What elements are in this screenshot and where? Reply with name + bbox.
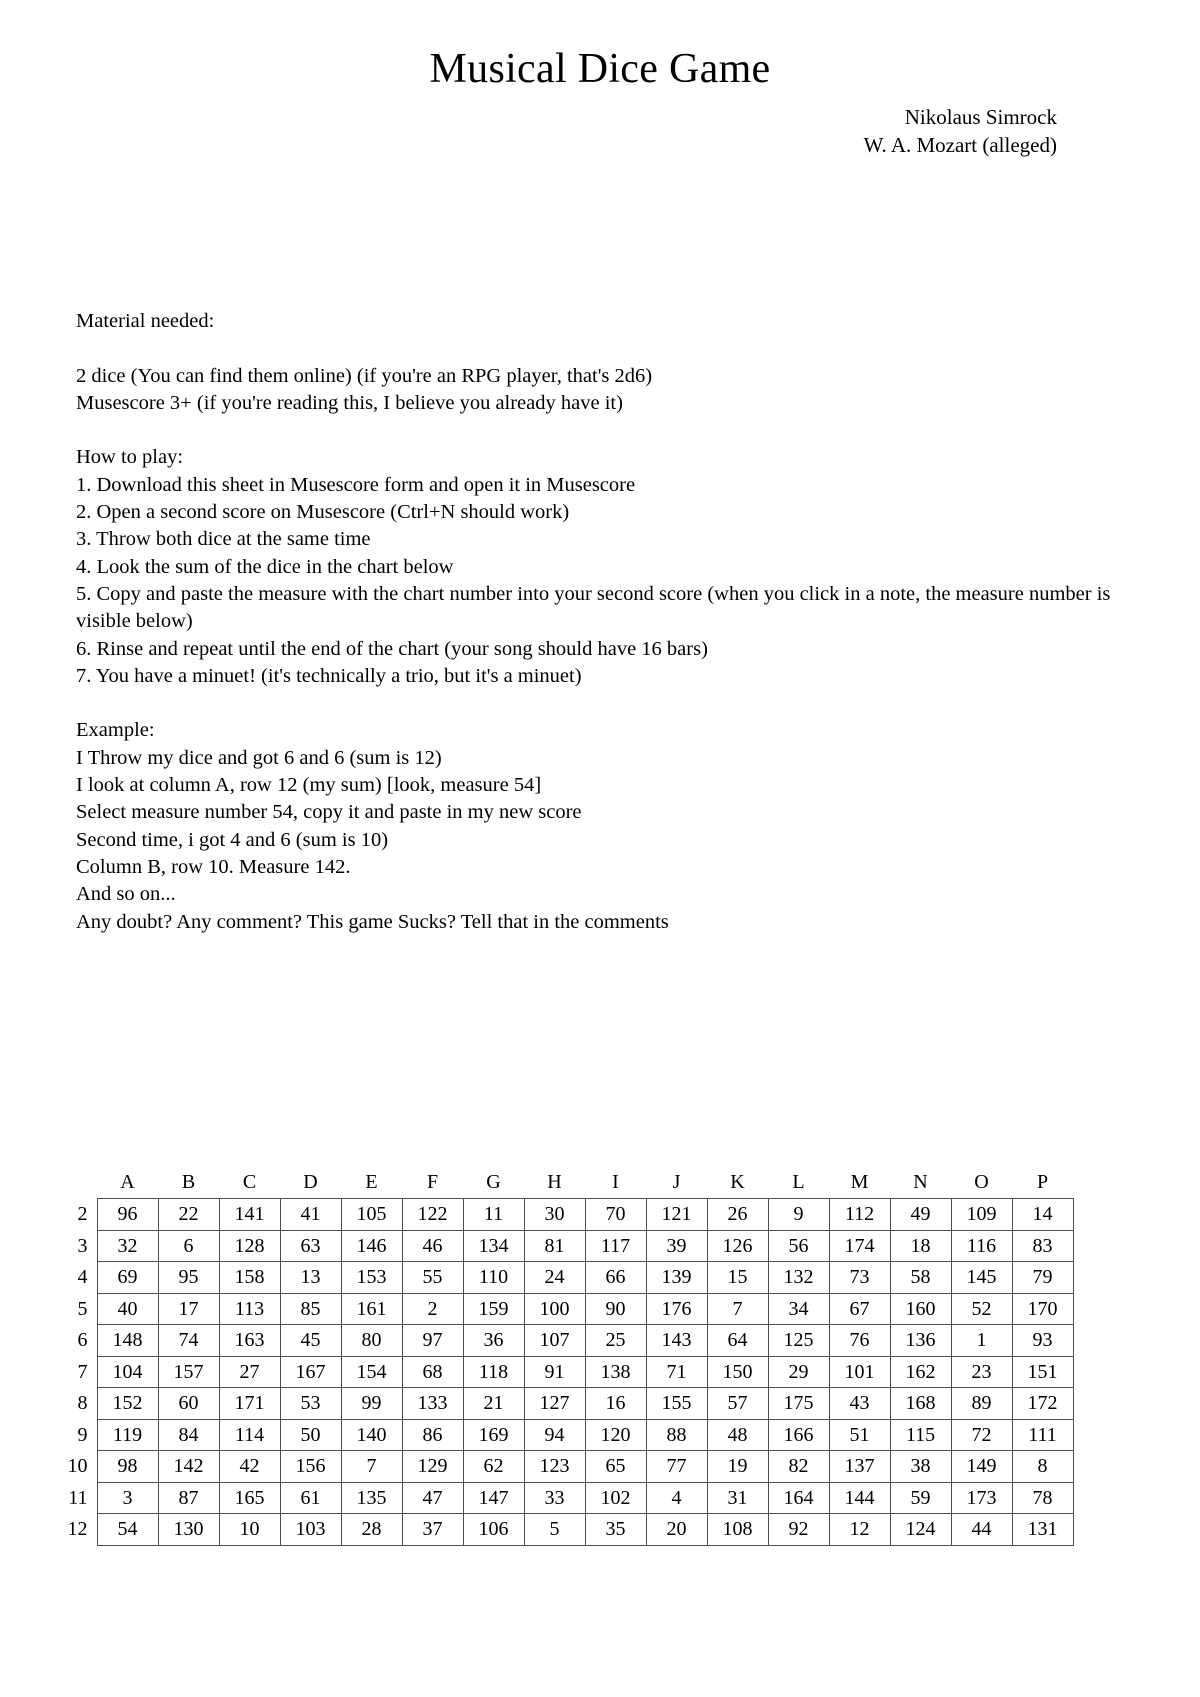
materials-heading: Material needed: [76, 310, 215, 332]
table-row [53, 1325, 1073, 1357]
column-header-row [53, 1168, 1073, 1199]
measure-cell-m-11: 144 [829, 1482, 890, 1514]
row-header-8: 8 [77, 1392, 88, 1414]
measure-cell-g-10: 62 [463, 1451, 524, 1483]
example-line: Second time, i got 4 and 6 (sum is 10) [76, 828, 389, 851]
row-header-5: 5 [77, 1297, 88, 1320]
measure-cell-h-10: 123 [524, 1451, 585, 1483]
measure-cell-a-6: 148 [97, 1325, 158, 1357]
measure-cell-f-12: 37 [402, 1514, 463, 1546]
measure-cell-j-11: 4 [646, 1482, 707, 1514]
row-header-7: 7 [77, 1360, 88, 1383]
measure-cell-h-9: 94 [524, 1419, 585, 1451]
measure-cell-n-6: 136 [890, 1325, 951, 1357]
measure-cell-f-10: 129 [402, 1451, 463, 1483]
measure-cell-l-4: 132 [768, 1262, 829, 1294]
measure-cell-m-2: 112 [829, 1199, 890, 1231]
measure-cell-p-10: 8 [1012, 1451, 1073, 1483]
measure-cell-k-4: 15 [707, 1262, 768, 1294]
measure-cell-n-5: 160 [890, 1293, 951, 1325]
measure-cell-a-4: 69 [97, 1262, 158, 1294]
column-header-o: O [974, 1170, 989, 1193]
measure-cell-k-3: 126 [707, 1230, 768, 1262]
measure-cell-c-3: 128 [219, 1230, 280, 1262]
example-line: And so on... [76, 883, 176, 906]
measure-cell-a-5: 40 [97, 1293, 158, 1325]
column-header-c: C [242, 1170, 257, 1193]
howto-step: 5. Copy and paste the measure with the chart number into your second score (when you click in a note, the measure number is visible below) [76, 582, 1111, 633]
measure-cell-c-5: 113 [219, 1293, 280, 1325]
measure-cell-o-2: 109 [951, 1199, 1012, 1231]
dice-chart-table [53, 1168, 1074, 1546]
measure-cell-f-6: 97 [402, 1325, 463, 1357]
column-header-i: I [612, 1170, 619, 1193]
row-header-10: 10 [67, 1455, 88, 1477]
measure-cell-a-3: 32 [97, 1230, 158, 1262]
measure-cell-l-2: 9 [768, 1199, 829, 1231]
measure-cell-n-12: 124 [890, 1514, 951, 1546]
example-line: I Throw my dice and got 6 and 6 (sum is 12) [76, 746, 442, 769]
dice-chart-body [53, 1199, 1073, 1546]
measure-cell-k-12: 108 [707, 1514, 768, 1546]
table-row [53, 1230, 1073, 1262]
measure-cell-b-7: 157 [158, 1356, 219, 1388]
measure-cell-l-7: 29 [768, 1356, 829, 1388]
measure-cell-b-2: 22 [158, 1199, 219, 1231]
measure-cell-p-7: 151 [1012, 1356, 1073, 1388]
measure-cell-a-10: 98 [97, 1451, 158, 1483]
measure-cell-k-10: 19 [707, 1451, 768, 1483]
measure-cell-h-11: 33 [524, 1482, 585, 1514]
measure-cell-d-11: 61 [280, 1482, 341, 1514]
measure-cell-h-7: 91 [524, 1356, 585, 1388]
measure-cell-b-5: 17 [158, 1293, 219, 1325]
measure-cell-e-2: 105 [341, 1199, 402, 1231]
measure-cell-h-6: 107 [524, 1325, 585, 1357]
measure-cell-o-8: 89 [951, 1388, 1012, 1420]
measure-cell-c-10: 42 [219, 1451, 280, 1483]
measure-cell-c-2: 141 [219, 1199, 280, 1231]
measure-cell-d-3: 63 [280, 1230, 341, 1262]
measure-cell-p-3: 83 [1012, 1230, 1073, 1262]
measure-cell-p-5: 170 [1012, 1293, 1073, 1325]
row-header-11: 11 [68, 1486, 88, 1509]
measure-cell-e-10: 7 [341, 1451, 402, 1483]
column-header-d: D [303, 1170, 318, 1193]
column-header-h: H [547, 1170, 562, 1193]
measure-cell-j-6: 143 [646, 1325, 707, 1357]
measure-cell-o-12: 44 [951, 1514, 1012, 1546]
row-header-4: 4 [77, 1266, 88, 1288]
measure-cell-h-3: 81 [524, 1230, 585, 1262]
column-header-k: K [730, 1170, 745, 1193]
column-header-n: N [913, 1170, 928, 1193]
table-row [53, 1388, 1073, 1420]
measure-cell-e-8: 99 [341, 1388, 402, 1420]
measure-cell-b-10: 142 [158, 1451, 219, 1483]
measure-cell-b-9: 84 [158, 1419, 219, 1451]
howto-step: 6. Rinse and repeat until the end of the chart (your song should have 16 bars) [76, 637, 708, 660]
measure-cell-p-4: 79 [1012, 1262, 1073, 1294]
row-header-6: 6 [77, 1329, 88, 1351]
measure-cell-j-12: 20 [646, 1514, 707, 1546]
measure-cell-a-12: 54 [97, 1514, 158, 1546]
measure-cell-n-3: 18 [890, 1230, 951, 1262]
page-title: Musical Dice Game [429, 46, 771, 92]
column-header-j: J [672, 1170, 681, 1193]
measure-cell-h-4: 24 [524, 1262, 585, 1294]
row-header-2: 2 [77, 1203, 88, 1225]
measure-cell-f-3: 46 [402, 1230, 463, 1262]
measure-cell-j-2: 121 [646, 1199, 707, 1231]
dice-chart-head [53, 1168, 1073, 1199]
howto-step: 2. Open a second score on Musescore (Ctrl+N should work) [76, 501, 570, 524]
measure-cell-j-3: 39 [646, 1230, 707, 1262]
measure-cell-k-7: 150 [707, 1356, 768, 1388]
measure-cell-b-11: 87 [158, 1482, 219, 1514]
measure-cell-e-3: 146 [341, 1230, 402, 1262]
measure-cell-k-8: 57 [707, 1388, 768, 1420]
measure-cell-k-5: 7 [707, 1293, 768, 1325]
measure-cell-d-6: 45 [280, 1325, 341, 1357]
measure-cell-f-7: 68 [402, 1356, 463, 1388]
spacer [76, 690, 1116, 717]
column-header-g: G [486, 1170, 501, 1193]
table-row [53, 1419, 1073, 1451]
measure-cell-i-9: 120 [585, 1419, 646, 1451]
measure-cell-k-2: 26 [707, 1199, 768, 1231]
measure-cell-m-4: 73 [829, 1262, 890, 1294]
measure-cell-d-7: 167 [280, 1356, 341, 1388]
spacer [76, 417, 1116, 444]
measure-cell-n-8: 168 [890, 1388, 951, 1420]
measure-cell-l-5: 34 [768, 1293, 829, 1325]
measure-cell-f-2: 122 [402, 1199, 463, 1231]
materials-item: 2 dice (You can find them online) (if you're an RPG player, that's 2d6) [76, 364, 653, 387]
measure-cell-m-10: 137 [829, 1451, 890, 1483]
measure-cell-i-3: 117 [585, 1230, 646, 1262]
measure-cell-f-5: 2 [402, 1293, 463, 1325]
measure-cell-b-4: 95 [158, 1262, 219, 1294]
measure-cell-m-7: 101 [829, 1356, 890, 1388]
measure-cell-l-12: 92 [768, 1514, 829, 1546]
howto-heading: How to play: [76, 446, 184, 469]
measure-cell-c-7: 27 [219, 1356, 280, 1388]
measure-cell-i-5: 90 [585, 1293, 646, 1325]
table-row [53, 1199, 1073, 1231]
row-header-12: 12 [67, 1518, 88, 1540]
measure-cell-d-9: 50 [280, 1419, 341, 1451]
byline [0, 104, 1200, 159]
measure-cell-j-4: 139 [646, 1262, 707, 1294]
measure-cell-p-6: 93 [1012, 1325, 1073, 1357]
measure-cell-m-5: 67 [829, 1293, 890, 1325]
measure-cell-a-7: 104 [97, 1356, 158, 1388]
measure-cell-i-12: 35 [585, 1514, 646, 1546]
measure-cell-c-6: 163 [219, 1325, 280, 1357]
example-heading: Example: [76, 719, 155, 742]
measure-cell-e-7: 154 [341, 1356, 402, 1388]
measure-cell-i-10: 65 [585, 1451, 646, 1483]
measure-cell-o-10: 149 [951, 1451, 1012, 1483]
measure-cell-a-8: 152 [97, 1388, 158, 1420]
measure-cell-g-11: 147 [463, 1482, 524, 1514]
measure-cell-b-12: 130 [158, 1514, 219, 1546]
measure-cell-g-12: 106 [463, 1514, 524, 1546]
measure-cell-o-6: 1 [951, 1325, 1012, 1357]
measure-cell-a-2: 96 [97, 1199, 158, 1231]
howto-step: 7. You have a minuet! (it's technically a trio, but it's a minuet) [76, 664, 582, 687]
measure-cell-c-8: 171 [219, 1388, 280, 1420]
measure-cell-o-3: 116 [951, 1230, 1012, 1262]
chart-corner-cell [53, 1168, 97, 1199]
measure-cell-k-6: 64 [707, 1325, 768, 1357]
measure-cell-o-5: 52 [951, 1293, 1012, 1325]
measure-cell-g-9: 169 [463, 1419, 524, 1451]
measure-cell-e-9: 140 [341, 1419, 402, 1451]
measure-cell-a-11: 3 [97, 1482, 158, 1514]
table-row [53, 1356, 1073, 1388]
measure-cell-j-9: 88 [646, 1419, 707, 1451]
column-header-e: E [365, 1170, 378, 1193]
spacer [76, 335, 1116, 362]
table-row [53, 1262, 1073, 1294]
column-header-a: A [120, 1170, 135, 1193]
measure-cell-j-10: 77 [646, 1451, 707, 1483]
row-header-9: 9 [77, 1423, 88, 1446]
measure-cell-m-9: 51 [829, 1419, 890, 1451]
measure-cell-p-8: 172 [1012, 1388, 1073, 1420]
measure-cell-e-11: 135 [341, 1482, 402, 1514]
measure-cell-d-4: 13 [280, 1262, 341, 1294]
measure-cell-o-7: 23 [951, 1356, 1012, 1388]
column-header-l: L [792, 1170, 805, 1193]
measure-cell-e-12: 28 [341, 1514, 402, 1546]
measure-cell-m-3: 174 [829, 1230, 890, 1262]
measure-cell-g-2: 11 [463, 1199, 524, 1231]
measure-cell-c-9: 114 [219, 1419, 280, 1451]
measure-cell-l-9: 166 [768, 1419, 829, 1451]
measure-cell-d-8: 53 [280, 1388, 341, 1420]
measure-cell-e-4: 153 [341, 1262, 402, 1294]
measure-cell-i-11: 102 [585, 1482, 646, 1514]
table-row [53, 1451, 1073, 1483]
measure-cell-i-2: 70 [585, 1199, 646, 1231]
example-line: Select measure number 54, copy it and paste in my new score [76, 801, 582, 824]
measure-cell-m-12: 12 [829, 1514, 890, 1546]
measure-cell-k-11: 31 [707, 1482, 768, 1514]
measure-cell-g-3: 134 [463, 1230, 524, 1262]
measure-cell-e-6: 80 [341, 1325, 402, 1357]
measure-cell-h-5: 100 [524, 1293, 585, 1325]
measure-cell-p-11: 78 [1012, 1482, 1073, 1514]
column-header-f: F [426, 1170, 439, 1193]
table-row [53, 1293, 1073, 1325]
measure-cell-g-5: 159 [463, 1293, 524, 1325]
measure-cell-j-5: 176 [646, 1293, 707, 1325]
table-row [53, 1482, 1073, 1514]
measure-cell-e-5: 161 [341, 1293, 402, 1325]
measure-cell-a-9: 119 [97, 1419, 158, 1451]
dice-chart-container [53, 1168, 1153, 1546]
measure-cell-b-6: 74 [158, 1325, 219, 1357]
measure-cell-i-8: 16 [585, 1388, 646, 1420]
example-line: Any doubt? Any comment? This game Sucks? Tell that in the comments [76, 910, 669, 933]
measure-cell-p-2: 14 [1012, 1199, 1073, 1231]
measure-cell-n-9: 115 [890, 1419, 951, 1451]
measure-cell-k-9: 48 [707, 1419, 768, 1451]
measure-cell-p-12: 131 [1012, 1514, 1073, 1546]
body-text [76, 308, 1116, 936]
table-row [53, 1514, 1073, 1546]
measure-cell-l-8: 175 [768, 1388, 829, 1420]
measure-cell-b-3: 6 [158, 1230, 219, 1262]
howto-step: 4. Look the sum of the dice in the chart below [76, 555, 454, 578]
measure-cell-o-9: 72 [951, 1419, 1012, 1451]
row-header-3: 3 [77, 1234, 88, 1257]
measure-cell-n-4: 58 [890, 1262, 951, 1294]
measure-cell-b-8: 60 [158, 1388, 219, 1420]
measure-cell-d-2: 41 [280, 1199, 341, 1231]
byline-publisher: Nikolaus Simrock [904, 105, 1057, 130]
measure-cell-c-4: 158 [219, 1262, 280, 1294]
measure-cell-c-12: 10 [219, 1514, 280, 1546]
measure-cell-f-8: 133 [402, 1388, 463, 1420]
measure-cell-f-11: 47 [402, 1482, 463, 1514]
column-header-p: P [1036, 1170, 1049, 1193]
measure-cell-h-2: 30 [524, 1199, 585, 1231]
measure-cell-i-4: 66 [585, 1262, 646, 1294]
example-line: Column B, row 10. Measure 142. [76, 855, 351, 878]
measure-cell-l-11: 164 [768, 1482, 829, 1514]
measure-cell-l-3: 56 [768, 1230, 829, 1262]
measure-cell-d-5: 85 [280, 1293, 341, 1325]
measure-cell-i-7: 138 [585, 1356, 646, 1388]
measure-cell-f-9: 86 [402, 1419, 463, 1451]
measure-cell-n-2: 49 [890, 1199, 951, 1231]
measure-cell-p-9: 111 [1012, 1419, 1073, 1451]
measure-cell-m-8: 43 [829, 1388, 890, 1420]
measure-cell-f-4: 55 [402, 1262, 463, 1294]
measure-cell-j-7: 71 [646, 1356, 707, 1388]
measure-cell-g-7: 118 [463, 1356, 524, 1388]
measure-cell-g-8: 21 [463, 1388, 524, 1420]
measure-cell-m-6: 76 [829, 1325, 890, 1357]
column-header-b: B [181, 1170, 196, 1193]
measure-cell-c-11: 165 [219, 1482, 280, 1514]
measure-cell-g-4: 110 [463, 1262, 524, 1294]
measure-cell-o-4: 145 [951, 1262, 1012, 1294]
measure-cell-n-10: 38 [890, 1451, 951, 1483]
measure-cell-n-7: 162 [890, 1356, 951, 1388]
measure-cell-l-6: 125 [768, 1325, 829, 1357]
example-line: I look at column A, row 12 (my sum) [look, measure 54] [76, 774, 542, 797]
column-header-m: M [850, 1170, 869, 1193]
measure-cell-g-6: 36 [463, 1325, 524, 1357]
howto-step: 1. Download this sheet in Musescore form and open it in Musescore [76, 473, 636, 496]
measure-cell-h-12: 5 [524, 1514, 585, 1546]
measure-cell-n-11: 59 [890, 1482, 951, 1514]
measure-cell-d-12: 103 [280, 1514, 341, 1546]
byline-composer: W. A. Mozart (alleged) [863, 132, 1057, 157]
materials-item: Musescore 3+ (if you're reading this, I believe you already have it) [76, 391, 623, 414]
measure-cell-i-6: 25 [585, 1325, 646, 1357]
howto-step: 3. Throw both dice at the same time [76, 528, 371, 551]
measure-cell-d-10: 156 [280, 1451, 341, 1483]
measure-cell-o-11: 173 [951, 1482, 1012, 1514]
measure-cell-l-10: 82 [768, 1451, 829, 1483]
measure-cell-h-8: 127 [524, 1388, 585, 1420]
measure-cell-j-8: 155 [646, 1388, 707, 1420]
